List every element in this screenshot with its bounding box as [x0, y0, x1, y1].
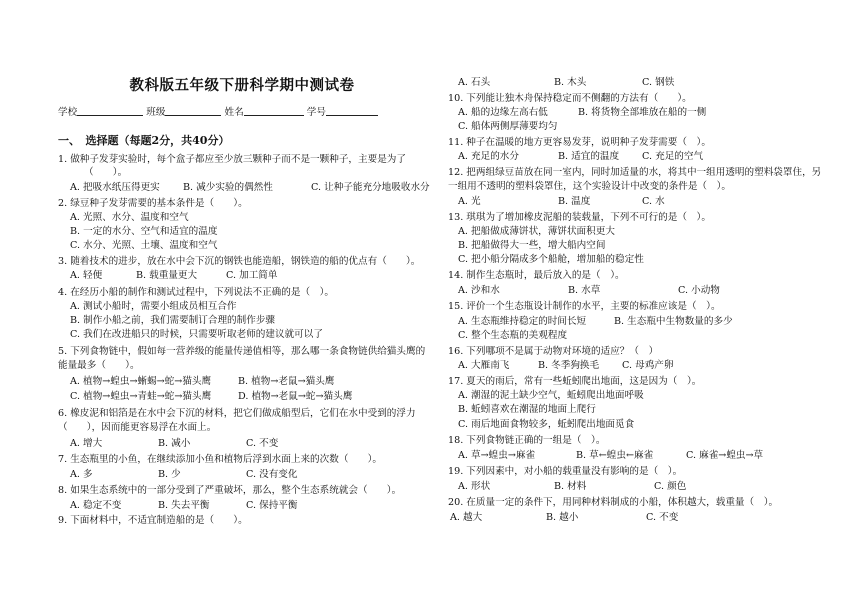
option[interactable]: C. 船体两侧厚薄要均匀 — [458, 121, 558, 132]
question-stem-cont: （ ）。 — [84, 167, 128, 178]
question-stem: 14. 制作生态瓶时，最后放入的是（ ）。 — [448, 270, 625, 281]
option[interactable]: C. 颜色 — [654, 481, 687, 492]
question-stem-cont: 一组用不透明的塑料袋罩住，这个实验设计中改变的条件是（ ）。 — [448, 181, 732, 192]
question-options — [70, 182, 430, 194]
option[interactable]: B. 适宜的温度 — [558, 151, 620, 162]
option[interactable]: A. 潮湿的泥土缺少空气，蚯蚓爬出地面呼吸 — [458, 390, 644, 401]
school-blank[interactable] — [77, 105, 143, 116]
question-options — [70, 270, 277, 282]
question-options — [70, 469, 297, 481]
option[interactable]: A. 充足的水分 — [458, 151, 519, 162]
section-heading: 一、 选择题（每题2分，共40分） — [58, 134, 230, 147]
option[interactable]: A. 光 — [458, 196, 481, 207]
student-info-line — [58, 104, 378, 118]
option[interactable]: B. 减小 — [158, 438, 191, 449]
question-options — [458, 316, 733, 328]
option[interactable]: C. 加工简单 — [226, 270, 278, 281]
option[interactable]: C. 雨后地面食物较多，蚯蚓爬出地面觅食 — [458, 419, 635, 430]
option[interactable]: B. 蚯蚓喜欢在潮湿的地面上爬行 — [458, 404, 596, 415]
option[interactable]: B. 失去平衡 — [158, 500, 210, 511]
question-stem: 16. 下列哪项不是属于动物对环境的适应？（ ） — [448, 346, 659, 357]
option[interactable]: B. 水草 — [568, 285, 601, 296]
option[interactable]: A. 多 — [70, 469, 93, 480]
question-stem-cont: 能量最多（ ）。 — [58, 360, 140, 371]
question-stem: 9. 下面材料中，不适宜制造船的是（ ）。 — [58, 515, 248, 526]
class-blank[interactable] — [165, 105, 221, 116]
option[interactable]: B. 生态瓶中生物数量的多少 — [614, 316, 733, 327]
option[interactable]: B. 少 — [158, 469, 181, 480]
option[interactable]: A. 形状 — [458, 481, 491, 492]
name-label: 姓名 — [224, 107, 244, 118]
question-options — [458, 77, 674, 89]
option[interactable]: B. 越小 — [546, 512, 579, 523]
option[interactable]: A. 植物→蝗虫→蜥蜴→蛇→猫头鹰 — [70, 376, 212, 387]
question-stem: 7. 生态瓶里的小鱼，在继续添加小鱼和植物后浮到水面上来的次数（ ）。 — [58, 454, 382, 465]
option[interactable]: B. 一定的水分、空气和适宜的温度 — [70, 226, 218, 237]
option[interactable]: B. 草←蝗虫←麻雀 — [576, 450, 654, 461]
option[interactable]: B. 减少实验的偶然性 — [183, 182, 273, 193]
question-stem-cont: （ ），因而能更容易浮在水面上。 — [58, 422, 217, 433]
option[interactable]: C. 我们在改进船只的时候，只需要听取老师的建议就可以了 — [70, 329, 323, 340]
question-stem: 19. 下列因素中，对小船的载重量没有影响的是（ ）。 — [448, 466, 683, 477]
question-stem: 17. 夏天的雨后，常有一些蚯蚓爬出地面，这是因为（ ）。 — [448, 376, 702, 387]
id-label: 学号 — [306, 107, 326, 118]
option[interactable]: A. 光照、水分、温度和空气 — [70, 212, 189, 223]
question-stem: 5. 下列食物链中，假如每一营养级的能量传递值相等，那么哪一条食物链供给猫头鹰的 — [58, 346, 426, 357]
option[interactable]: C. 小动物 — [678, 285, 720, 296]
option[interactable]: C. 水分、光照、土壤、温度和空气 — [70, 240, 218, 251]
option[interactable]: A. 把船做成薄饼状，薄饼状面积更大 — [458, 226, 615, 237]
question-stem: 20. 在质量一定的条件下，用同种材料制成的小船，体积越大，载重量（ ）。 — [448, 497, 779, 508]
question-options — [70, 438, 278, 450]
question-options — [458, 285, 720, 297]
option[interactable]: A. 轻便 — [70, 270, 103, 281]
question-options — [458, 107, 706, 119]
option[interactable]: A. 把吸水纸压得更实 — [70, 182, 160, 193]
option[interactable]: C. 母鸡产卵 — [622, 360, 674, 371]
question-stem: 15. 评价一个生态瓶设计制作的水平，主要的标准应该是（ ）。 — [448, 301, 721, 312]
question-stem: 6. 橡皮泥和铝箔是在水中会下沉的材料，把它们做成船型后，它们在水中受到的浮力 — [58, 408, 416, 419]
question-options — [70, 391, 352, 403]
question-stem: 3. 随着技术的进步，放在水中会下沉的钢铁也能造船，钢铁造的船的优点有（ ）。 — [58, 256, 421, 267]
question-options — [458, 481, 686, 493]
option[interactable]: A. 草→蝗虫→麻雀 — [458, 450, 536, 461]
option[interactable]: B. 植物→老鼠→猫头鹰 — [238, 376, 335, 387]
option[interactable]: A. 船的边缘左高右低 — [458, 107, 548, 118]
option[interactable]: C. 整个生态瓶的美观程度 — [458, 330, 568, 341]
option[interactable]: B. 冬季狗换毛 — [538, 360, 600, 371]
option[interactable]: A. 生态瓶维持稳定的时间长短 — [458, 316, 587, 327]
school-label: 学校 — [58, 107, 78, 118]
option[interactable]: A. 增大 — [70, 438, 103, 449]
question-options — [458, 450, 763, 462]
question-options — [70, 376, 334, 388]
option[interactable]: C. 钢铁 — [642, 77, 675, 88]
question-stem: 18. 下列食物链正确的一组是（ ）。 — [448, 435, 606, 446]
option[interactable]: B. 温度 — [558, 196, 591, 207]
question-stem: 2. 绿豆种子发芽需要的基本条件是（ ）。 — [58, 198, 248, 209]
option[interactable]: B. 把船做得大一些，增大船内空间 — [458, 240, 606, 251]
option[interactable]: A. 沙和水 — [458, 285, 500, 296]
option[interactable]: C. 让种子能充分地吸收水分 — [311, 182, 430, 193]
question-stem: 1. 做种子发芽实验时，每个盒子都应至少放三颗种子而不是一颗种子，主要是为了 — [58, 154, 406, 165]
id-blank[interactable] — [326, 105, 378, 116]
option[interactable]: C. 把小船分隔成多个船舱，增加船的稳定性 — [458, 254, 644, 265]
class-label: 班级 — [146, 107, 166, 118]
option[interactable]: B. 载重量更大 — [136, 270, 198, 281]
option[interactable]: C. 麻雀→蝗虫→草 — [686, 450, 764, 461]
exam-title: 教科版五年级下册科学期中测试卷 — [129, 77, 355, 94]
option[interactable]: C. 水 — [642, 196, 665, 207]
option[interactable]: D. 植物→老鼠→蛇→猫头鹰 — [238, 391, 353, 402]
question-stem: 12. 把两组绿豆苗放在同一室内，同时加适量的水，将其中一组用透明的塑料袋罩住，另 — [448, 167, 822, 178]
option[interactable]: C. 没有变化 — [246, 469, 298, 480]
option[interactable]: C. 保持平衡 — [246, 500, 298, 511]
option[interactable]: C. 不变 — [246, 438, 279, 449]
option[interactable]: A. 越大 — [450, 512, 483, 523]
question-options — [458, 360, 673, 372]
option[interactable]: C. 不变 — [646, 512, 679, 523]
option[interactable]: C. 充足的空气 — [642, 151, 704, 162]
option[interactable]: C. 植物→蝗虫→青蛙→蛇→猫头鹰 — [70, 391, 212, 402]
question-options — [458, 151, 703, 163]
option[interactable]: A. 石头 — [458, 77, 491, 88]
question-stem: 11. 种子在温暖的地方更容易发芽，说明种子发芽需要（ ）。 — [448, 137, 711, 148]
question-options — [458, 196, 665, 208]
question-options — [70, 500, 297, 512]
option[interactable]: A. 大雁南飞 — [458, 360, 510, 371]
option[interactable]: B. 制作小船之前，我们需要制订合理的制作步骤 — [70, 315, 276, 326]
question-stem: 8. 如果生态系统中的一部分受到了严重破坏，那么，整个生态系统就会（ ）。 — [58, 485, 402, 496]
option[interactable]: A. 稳定不变 — [70, 500, 122, 511]
option[interactable]: B. 材料 — [554, 481, 587, 492]
option[interactable]: A. 测试小船时，需要小组成员相互合作 — [70, 301, 237, 312]
option[interactable]: B. 木头 — [554, 77, 587, 88]
question-stem: 10. 下列能让独木舟保持稳定而不侧翻的方法有（ ）。 — [448, 93, 692, 104]
question-options — [450, 512, 678, 524]
option[interactable]: B. 将货物全部堆放在船的一侧 — [578, 107, 707, 118]
question-stem: 4. 在经历小船的制作和测试过程中，下列说法不正确的是（ ）。 — [58, 287, 335, 298]
name-blank[interactable] — [244, 105, 304, 116]
question-stem: 13. 琪琪为了增加橡皮泥船的装载量，下列不可行的是（ ）。 — [448, 212, 711, 223]
